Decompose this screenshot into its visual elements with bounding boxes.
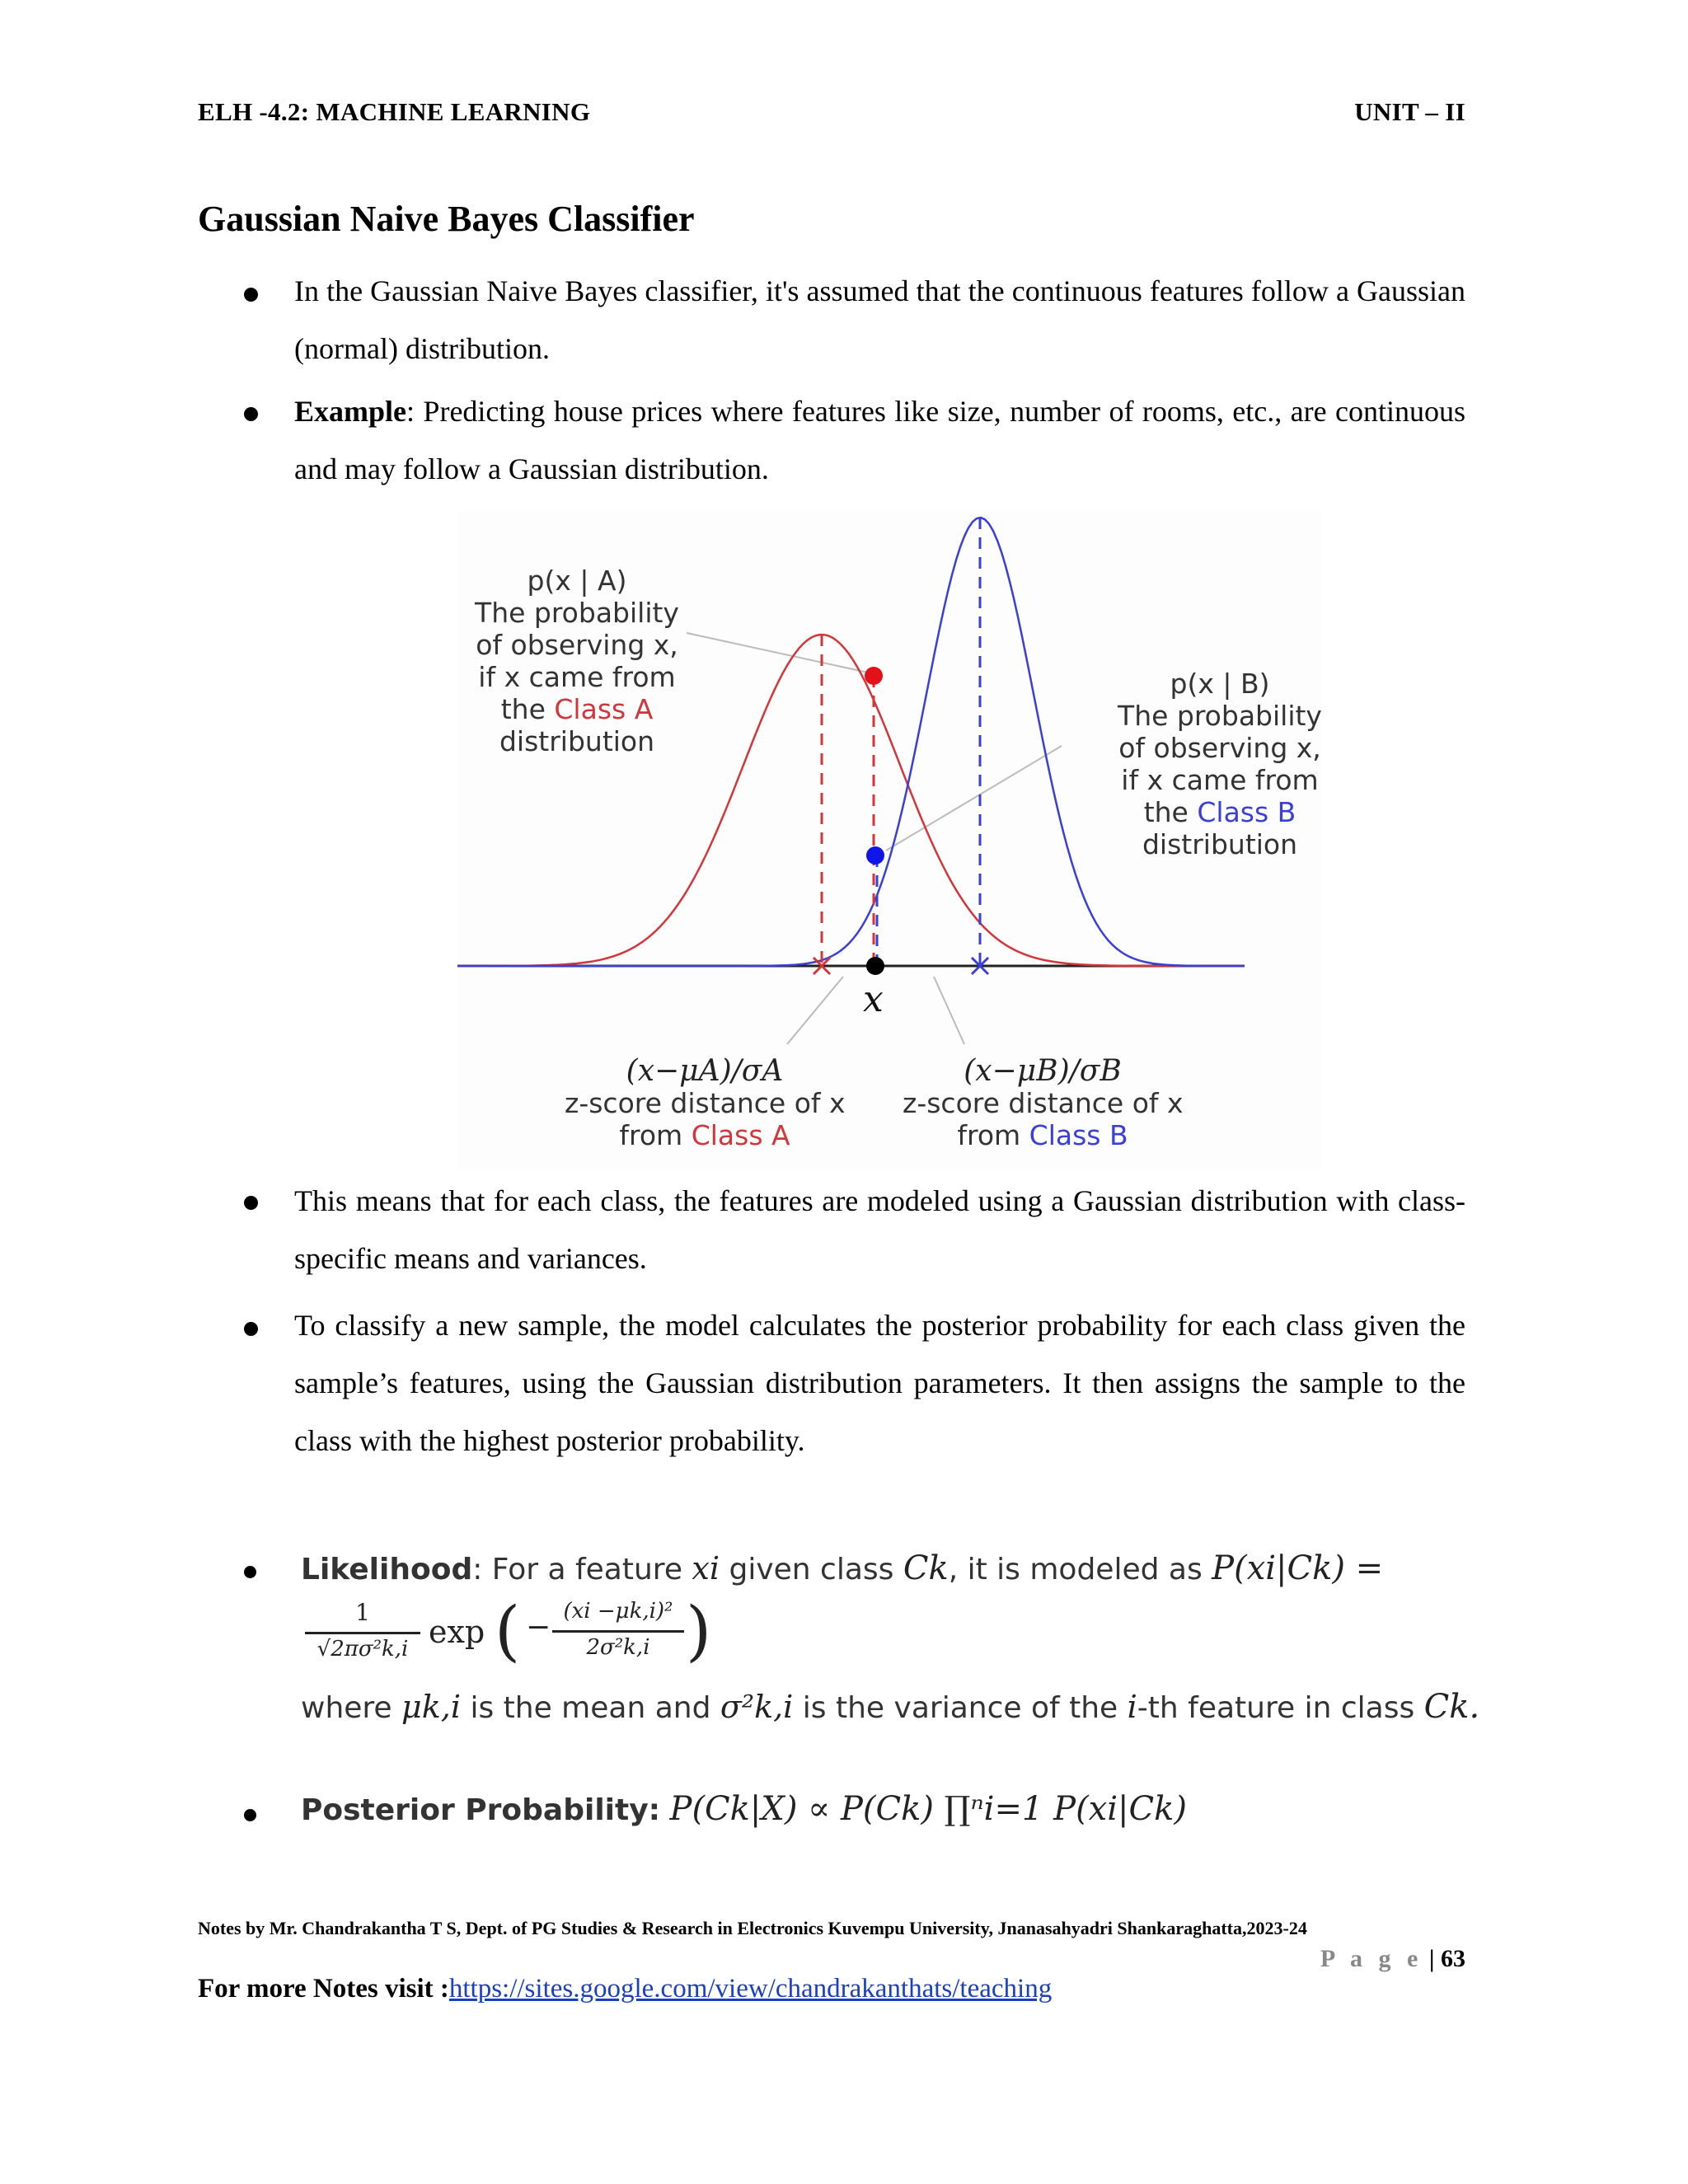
exp-numerator: (xi −μk,i)² (563, 1599, 673, 1624)
section-title: Gaussian Naive Bayes Classifier (198, 199, 695, 239)
math-ck: Ck (903, 1549, 949, 1587)
paren-open: ( (495, 1592, 521, 1669)
bullet-icon (244, 1566, 256, 1578)
label-a-line: of observing x, (476, 629, 678, 661)
frac-denominator: √2πσ²k,i (316, 1637, 409, 1661)
bullet-example (294, 382, 1465, 498)
zscore-a-class: Class A (691, 1119, 790, 1151)
exp-fraction-bar (552, 1630, 684, 1633)
label-a-line: The probability (475, 597, 679, 629)
zscore-a-line: z-score distance of x (565, 1087, 846, 1119)
likelihood-lhs: P(xi|Ck) = (1212, 1549, 1384, 1587)
likelihood-label: Likelihood (301, 1553, 473, 1586)
class-b-name: Class B (1197, 796, 1296, 828)
exp-label: exp (429, 1614, 485, 1650)
minus-sign: − (526, 1610, 551, 1644)
bullet-classify: To classify a new sample, the model calculates the posterior probability for each class given the sample’s features, using the Gaussian distribution parameters. It then assigns the sample to the class with the highest posterior probability. (294, 1309, 1465, 1457)
class-a-likelihood-point (865, 667, 883, 685)
zscore-a-formula: (x−μA)/σA (626, 1054, 784, 1088)
label-a-line: if x came from (478, 661, 676, 693)
sample-x-label: x (863, 978, 884, 1020)
label-a-line: distribution (499, 725, 655, 757)
gaussian-figure (457, 511, 1323, 1170)
label-b-line: The probability (1118, 700, 1322, 732)
math-sigma: σ²k,i (720, 1689, 794, 1725)
posterior-formula: P(Ck|X) ∝ P(Ck) ∏ⁿi=1 P(xi|Ck) (669, 1790, 1187, 1828)
zscore-b-class: Class B (1029, 1119, 1128, 1151)
frac-numerator: 1 (355, 1599, 370, 1626)
label-b-title: p(x | B) (1170, 668, 1270, 700)
fraction-bar (305, 1632, 420, 1634)
notes-link[interactable]: https://sites.google.com/view/chandrakanthats/teaching (448, 1974, 1053, 2004)
zscore-b-formula: (x−μB)/σB (964, 1054, 1122, 1088)
likelihood-line-1: Likelihood: For a feature xi given class Ck, it is modeled as P(xi|Ck) = (301, 1549, 1384, 1587)
exp-denominator: 2σ²k,i (586, 1635, 650, 1660)
label-a-line: the Class A (500, 693, 654, 725)
posterior-label: Posterior Probability: (301, 1793, 661, 1827)
page-word: P a g e (1320, 1945, 1423, 1972)
label-class-a (457, 565, 696, 757)
header-course: ELH -4.2: MACHINE LEARNING (198, 97, 591, 126)
page-number: P a g e | 63 (1320, 1945, 1465, 1972)
likelihood-where-line: where μk,i is the mean and σ²k,i is the variance of the i-th feature in class Ck. (301, 1688, 1480, 1726)
sample-x-point (866, 957, 884, 975)
posterior-line (301, 1790, 1187, 1828)
class-b-likelihood-point (866, 846, 884, 865)
paren-close: ) (686, 1592, 712, 1669)
label-b-line: the Class B (1143, 796, 1296, 828)
footer-note: Notes by Mr. Chandrakantha T S, Dept. of PG Studies & Research in Electronics Kuvempu University, Jnanasahyadri Shankaraghatta,2023-24 (198, 1918, 1307, 1938)
bullet-assumption: In the Gaussian Naive Bayes classifier, it's assumed that the continuous features follow a Gaussian (normal) distribution. (294, 274, 1465, 365)
math-i: i (1127, 1689, 1137, 1725)
label-a-title: p(x | A) (527, 565, 627, 597)
math-mu: μk,i (401, 1689, 461, 1725)
label-b-line: if x came from (1121, 764, 1319, 796)
bullet-icon (244, 1196, 258, 1210)
label-b-line: of observing x, (1118, 732, 1321, 764)
class-a-name: Class A (554, 693, 654, 725)
bullet-class-specific: This means that for each class, the features are modeled using a Gaussian distribution with class-specific means and variances. (294, 1184, 1465, 1275)
more-notes: For more Notes visit :https://sites.google.com/view/chandrakanthats/teaching (198, 1974, 1053, 2004)
bullet-icon (244, 1322, 258, 1336)
math-xi: xi (692, 1550, 720, 1586)
zscore-b-line: z-score distance of x (903, 1087, 1184, 1119)
zscore-b-label: (x−μB)/σB z-score distance of x from Class B (903, 1054, 1184, 1151)
zscore-a-label: (x−μA)/σA z-score distance of x from Class A (565, 1054, 846, 1151)
example-label: Example (294, 395, 407, 428)
example-text: : Predicting house prices where features like size, number of rooms, etc., are continuous and may follow a Gaussian distribution. (294, 395, 1465, 485)
math-ck-end: Ck. (1423, 1688, 1480, 1726)
bullet-icon (244, 1809, 256, 1821)
label-class-b (1117, 668, 1323, 860)
bullet-icon (244, 407, 258, 421)
bullet-icon (244, 288, 258, 302)
label-b-line: distribution (1142, 828, 1298, 860)
page-number-value: 63 (1441, 1945, 1465, 1972)
header-unit: UNIT – II (1354, 97, 1465, 126)
